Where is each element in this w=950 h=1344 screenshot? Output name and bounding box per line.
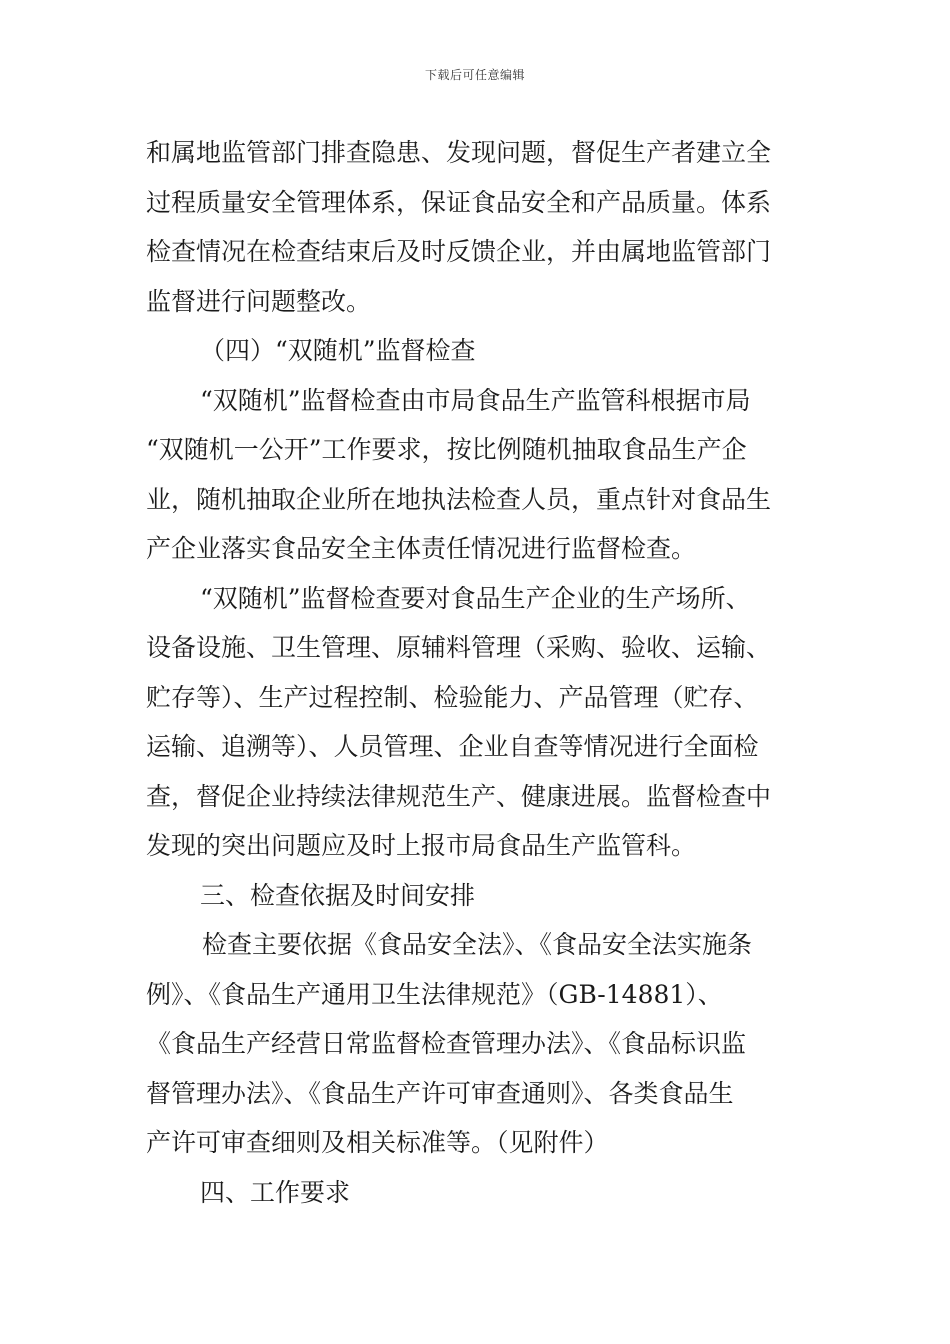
document-body <box>146 128 814 1217</box>
section-heading-4: （四）“双随机”监督检查 <box>200 336 476 365</box>
text-line: “双随机一公开”工作要求，按比例随机抽取食品生产企 <box>146 435 747 464</box>
text-line: “双随机”监督检查由市局食品生产监管科根据市局 <box>200 385 751 415</box>
text-line: 产许可审查细则及相关标准等。（见附件） <box>146 1128 609 1157</box>
text-line: 过程质量安全管理体系，保证食品安全和产品质量。体系 <box>146 187 772 217</box>
text-line: 检查情况在检查结束后及时反馈企业，并由属地监管部门 <box>146 237 772 266</box>
section-heading-4-requirements: 四、工作要求 <box>200 1177 351 1207</box>
text-line: 设备设施、卫生管理、原辅料管理（采购、验收、运输、 <box>146 633 772 662</box>
text-line: 督管理办法》、《食品生产许可审查通则》、各类食品生 <box>146 1078 734 1108</box>
text-line: 《食品生产经营日常监督检查管理办法》、《食品标识监 <box>146 1029 747 1058</box>
text-line: 例》、《食品生产通用卫生法律规范》（GB-14881）、 <box>146 979 723 1009</box>
text-line: 和属地监管部门排查隐患、发现问题，督促生产者建立全 <box>146 138 772 167</box>
text-line: 业，随机抽取企业所在地执法检查人员，重点针对食品生 <box>146 484 772 514</box>
section-heading-3: 三、检查依据及时间安排 <box>200 880 476 910</box>
page-header-note: 下载后可任意编辑 <box>424 68 525 82</box>
text-line: 贮存等）、生产过程控制、检验能力、产品管理（贮存、 <box>146 682 759 712</box>
text-line: “双随机”监督检查要对食品生产企业的生产场所、 <box>200 583 751 613</box>
text-line: 产企业落实食品安全主体责任情况进行监督检查。 <box>146 534 697 563</box>
text-line: 查，督促企业持续法律规范生产、健康进展。监督检查中 <box>146 781 772 811</box>
text-line: 检查主要依据《食品安全法》、《食品安全法实施条 <box>202 930 753 959</box>
text-line: 监督进行问题整改。 <box>146 286 372 316</box>
text-line: 运输、追溯等）、人员管理、企业自查等情况进行全面检 <box>146 732 759 761</box>
text-line: 发现的突出问题应及时上报市局食品生产监管科。 <box>146 831 697 860</box>
